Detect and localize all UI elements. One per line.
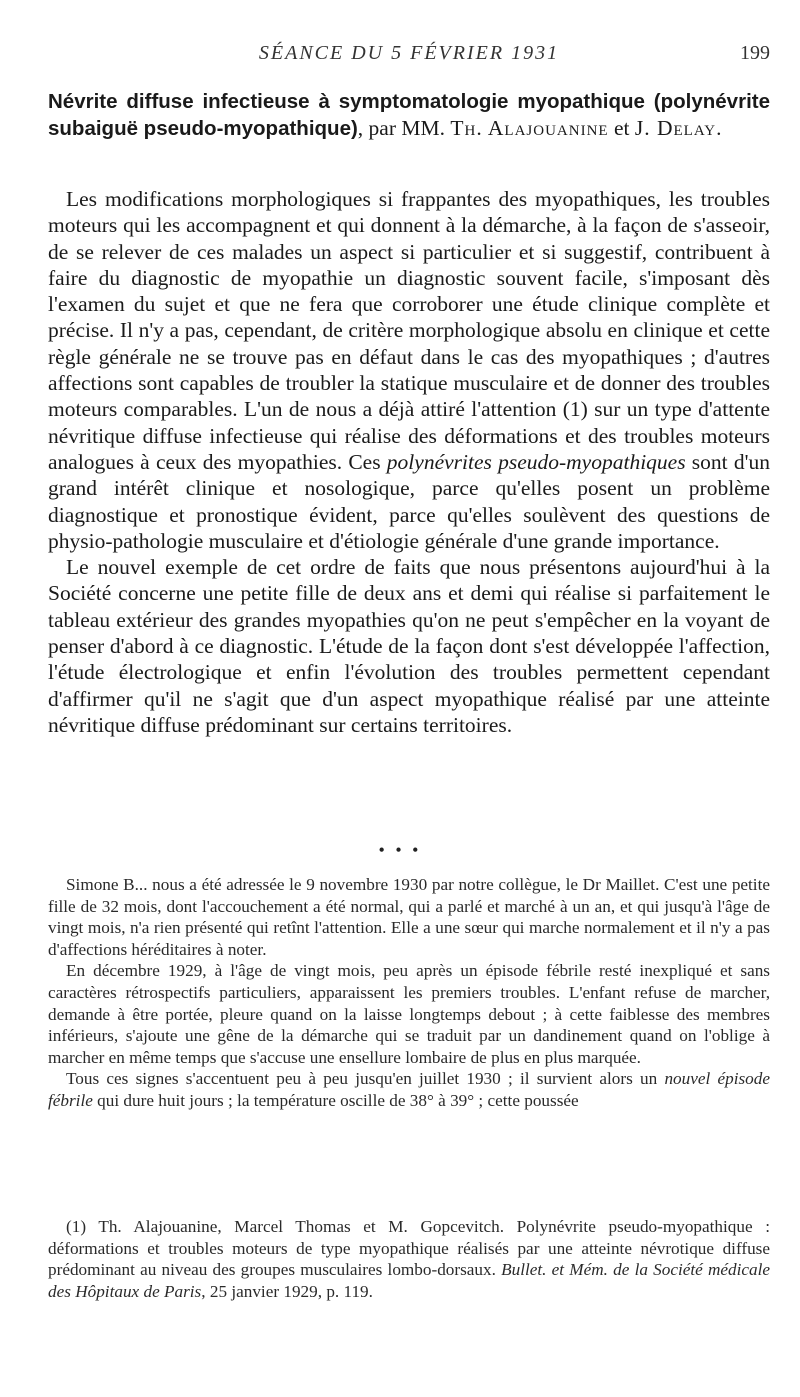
footnote-paragraph [48,1216,770,1302]
article-title [48,88,770,142]
case-p3-text-b: qui dure huit jours ; la température oscille de 38° à 39° ; cette poussée [92,1090,579,1110]
body-p1-text-a: Les modifications morphologiques si frappantes des myopathiques, les troubles moteurs qui les accompagnent et qui donnent à la démarche, à la façon de s'asseoir, de se relever de ces malades un aspect si particulier et si suggestif, contribuent à faire du diagnostic de myopathie un diagnostic souvent facile, s'imposant dès l'examen du sujet et que ne fera que corroborer une étude clinique complète et précise. Il n'y a pas, cependant, de critère morphologique absolu en clinique et cette règle générale ne se trouve pas en défaut dans le cas des myopathiques ; d'autres affections sont capables de troubler la statique musculaire et de donner des troubles moteurs comparables. L'un de nous a déjà attiré l'attention (1) sur un type d'attente névritique diffuse infectieuse qui réalise des déformations et des troubles moteurs analogues à ceux des myopathies. Ces [48,187,770,474]
body-paragraph-2: Le nouvel exemple de cet ordre de faits que nous présentons aujourd'hui à la Société concerne une petite fille de deux ans et demi qui réalise si parfaitement le tableau extérieur des grandes myopathies qu'on ne peut s'empêcher en la voyant de penser d'abord à ce diagnostic. L'étude de la façon dont s'est développée l'affection, l'étude électrologique et enfin l'évolution des troubles permettent cependant d'affirmer qu'il ne s'agit que d'un aspect myopathique réalisé par une atteinte névritique diffuse prédominant sur certains territoires. [48,555,770,737]
case-p3-text-a: Tous ces signes s'accentuent peu à peu jusqu'en juillet 1930 ; il survient alors un [66,1069,665,1089]
running-title: SÉANCE DU 5 FÉVRIER 1931 [258,42,560,64]
article-title-text: Névrite diffuse infectieuse à symptomatologie myopathique (polynévrite subaiguë pseudo-myopathique) [48,90,770,140]
body-paragraph-1 [48,186,770,554]
footnote-text-a: (1) Th. Alajouanine, Marcel Thomas et M. Gopcevitch. Polynévrite pseudo-myopathique : déformations et troubles moteurs de type myopathique réalisés par une atteinte névrotique diffuse prédominant au niveau des groupes musculaires lombo-dorsaux. [48,1217,770,1280]
case-report [48,874,770,1112]
section-ornament: • • • [378,840,422,860]
authors-conjunction: et [608,116,635,140]
footnote-text-b: , 25 janvier 1929, p. 119. [201,1281,373,1301]
article-body [48,186,770,738]
case-p3-italic: nouvel épisode fébrile [48,1069,770,1110]
case-paragraph-1: Simone B... nous a été adressée le 9 novembre 1930 par notre collègue, le Dr Maillet. C'est une petite fille de 32 mois, dont l'accouchement a été normal, qui a parlé et marché à un an, et qui jusqu'à l'âge de vingt mois, n'a rien présenté qui retînt l'attention. Elle a une sœur qui marche normalement et il n'y a pas d'affections héréditaires à noter. [48,875,770,959]
author-alajouanine: Th. Alajouanine [450,116,609,140]
body-p1-text-b: sont d'un grand intérêt clinique et nosologique, parce qu'elles posent un problème diagnostique et pronostique évident, parce qu'elles soulèvent des questions de physio-pathologie musculaire et d'étiologie générale d'une grande importance. [48,449,770,553]
title-end: . [716,116,722,140]
case-paragraph-2: En décembre 1929, à l'âge de vingt mois, peu après un épisode fébrile resté inexpliqué et sans caractères rétrospectifs particuliers, apparaissent les premiers troubles. L'enfant refuse de marcher, demande à être portée, pleure quand on la laisse longtemps debout ; à cette faiblesse des membres inférieurs, s'ajoute une gêne de la démarche qui se traduit par un dandinement quand on l'oblige à marcher en même temps que s'accuse une ensellure lombaire de plus en plus marquée. [48,961,770,1067]
case-paragraph-3 [48,1068,770,1111]
footnote-journal-title: Bullet. et Mém. de la Société médicale des Hôpitaux de Paris [48,1260,770,1301]
author-delay: J. Delay [634,116,717,140]
page-number: 199 [740,42,770,64]
page-header [48,42,770,72]
footnote [48,1216,770,1302]
authors-prefix: , par MM. [357,116,451,140]
body-p1-italic: polynévrites pseudo-myopathiques [386,449,686,474]
